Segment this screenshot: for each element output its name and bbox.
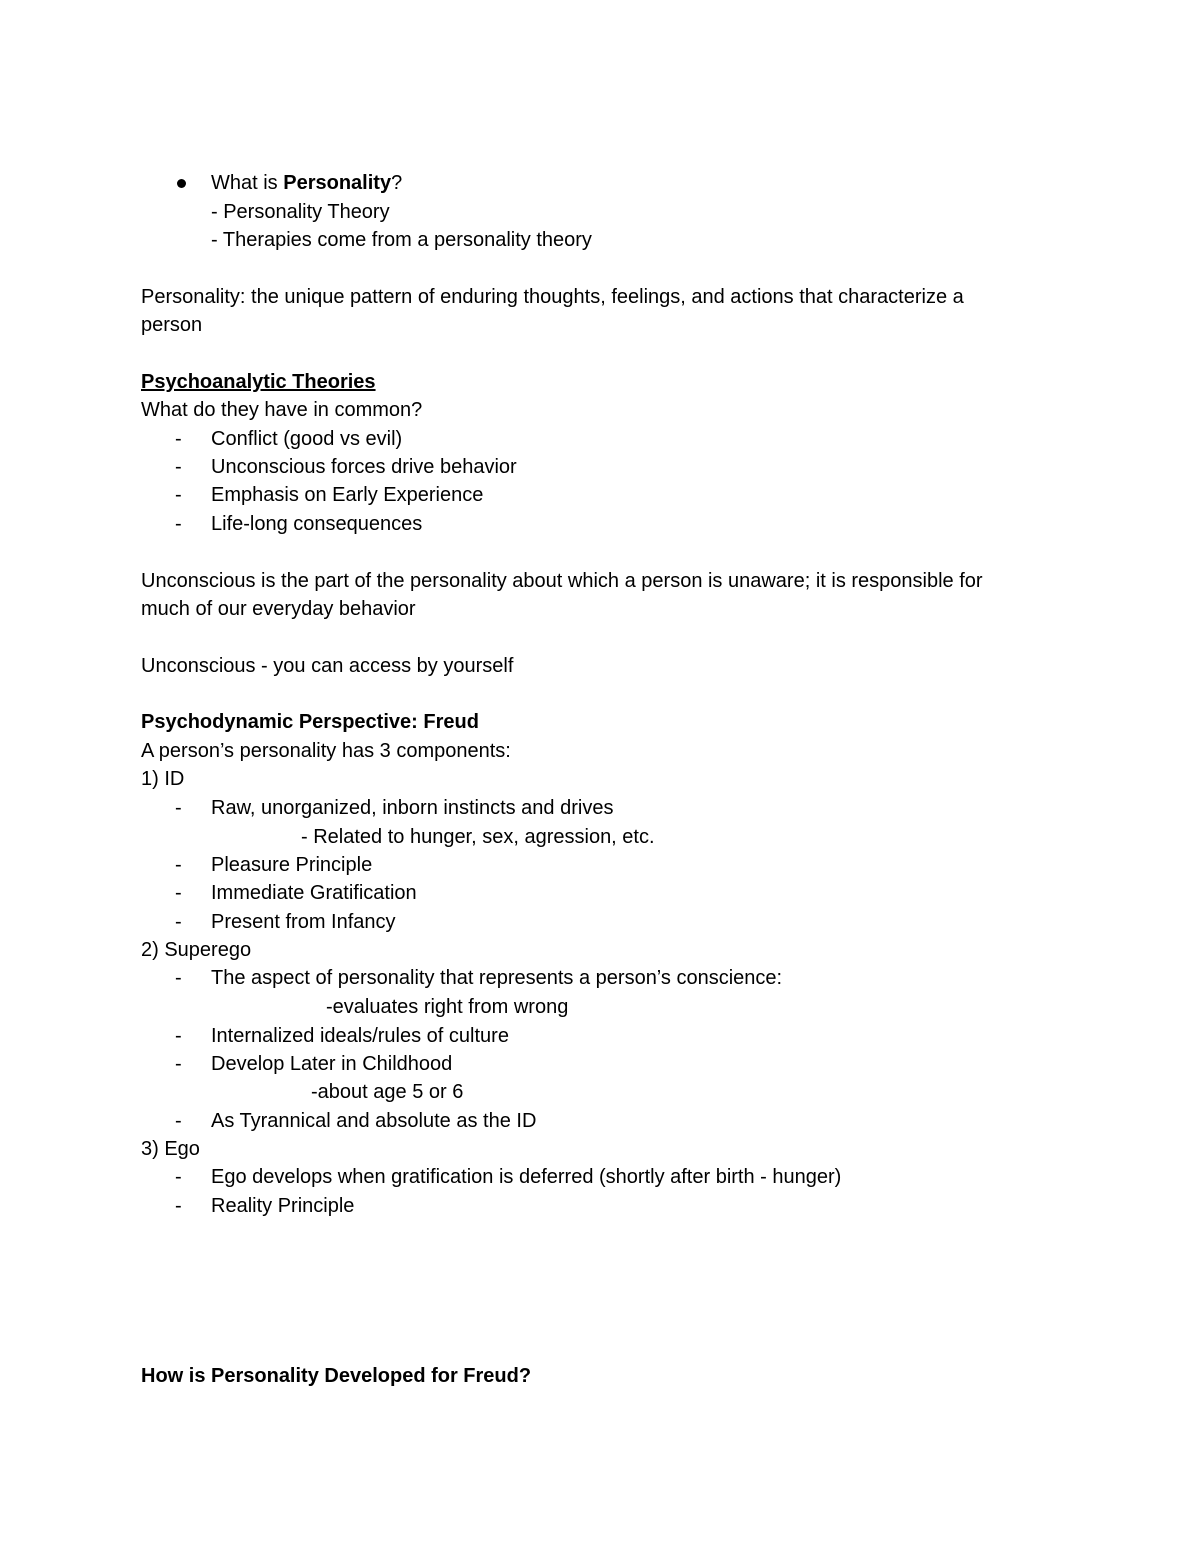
psychoanalytic-question: What do they have in common? xyxy=(141,399,423,421)
superego-item-4: As Tyrannical and absolute as the ID xyxy=(211,1110,537,1132)
id-item-2: Pleasure Principle xyxy=(211,854,373,876)
superego-item-2: Internalized ideals/rules of culture xyxy=(211,1025,509,1047)
intro-question-prefix: What is xyxy=(211,172,284,194)
id-label: 1) ID xyxy=(141,768,185,790)
dash-marker: - xyxy=(175,428,182,450)
intro-sub-2: - Therapies come from a personality theory xyxy=(211,229,592,251)
dash-marker: - xyxy=(175,967,182,989)
dash-marker: - xyxy=(175,1166,182,1188)
superego-item-3: Develop Later in Childhood xyxy=(211,1053,453,1075)
dash-marker: - xyxy=(175,1053,182,1075)
unconscious-line-2: much of our everyday behavior xyxy=(141,598,416,620)
psychoanalytic-heading: Psychoanalytic Theories xyxy=(141,371,376,393)
dash-marker: - xyxy=(175,854,182,876)
dash-marker: - xyxy=(175,911,182,933)
definition-line-1: Personality: the unique pattern of enduring thoughts, feelings, and actions that characterize a xyxy=(141,286,964,308)
bullet-dot-icon xyxy=(177,179,186,188)
definition-line-2: person xyxy=(141,314,203,336)
id-item-1-sub: - Related to hunger, sex, agression, etc. xyxy=(301,826,655,848)
id-item-1: Raw, unorganized, inborn instincts and drives xyxy=(211,797,614,819)
intro-question-suffix: ? xyxy=(391,172,403,194)
dash-marker: - xyxy=(175,1110,182,1132)
freud-intro: A person’s personality has 3 components: xyxy=(141,740,511,762)
ego-label: 3) Ego xyxy=(141,1138,200,1160)
ego-item-1: Ego develops when gratification is deferred (shortly after birth - hunger) xyxy=(211,1166,842,1188)
ego-item-2: Reality Principle xyxy=(211,1195,355,1217)
intro-question xyxy=(211,169,402,197)
id-item-4: Present from Infancy xyxy=(211,911,396,933)
id-item-3: Immediate Gratification xyxy=(211,882,417,904)
superego-item-1: The aspect of personality that represents a person’s conscience: xyxy=(211,967,783,989)
dash-marker: - xyxy=(175,1195,182,1217)
unconscious-note: Unconscious - you can access by yourself xyxy=(141,655,514,677)
dash-marker: - xyxy=(175,1025,182,1047)
psychoanalytic-item-1: Conflict (good vs evil) xyxy=(211,428,403,450)
dash-marker: - xyxy=(175,456,182,478)
psychoanalytic-item-4: Life-long consequences xyxy=(211,513,423,535)
dash-marker: - xyxy=(175,882,182,904)
superego-item-3-sub: -about age 5 or 6 xyxy=(311,1081,464,1103)
dash-marker: - xyxy=(175,484,182,506)
dash-marker: - xyxy=(175,513,182,535)
dash-marker: - xyxy=(175,797,182,819)
unconscious-line-1: Unconscious is the part of the personality about which a person is unaware; it is responsible for xyxy=(141,570,983,592)
intro-sub-1: - Personality Theory xyxy=(211,201,390,223)
development-heading: How is Personality Developed for Freud? xyxy=(141,1365,532,1387)
psychoanalytic-item-2: Unconscious forces drive behavior xyxy=(211,456,517,478)
psychoanalytic-item-3: Emphasis on Early Experience xyxy=(211,484,484,506)
superego-item-1-sub: -evaluates right from wrong xyxy=(326,996,569,1018)
intro-question-bold: Personality xyxy=(283,172,392,194)
freud-heading: Psychodynamic Perspective: Freud xyxy=(141,711,479,733)
superego-label: 2) Superego xyxy=(141,939,252,961)
